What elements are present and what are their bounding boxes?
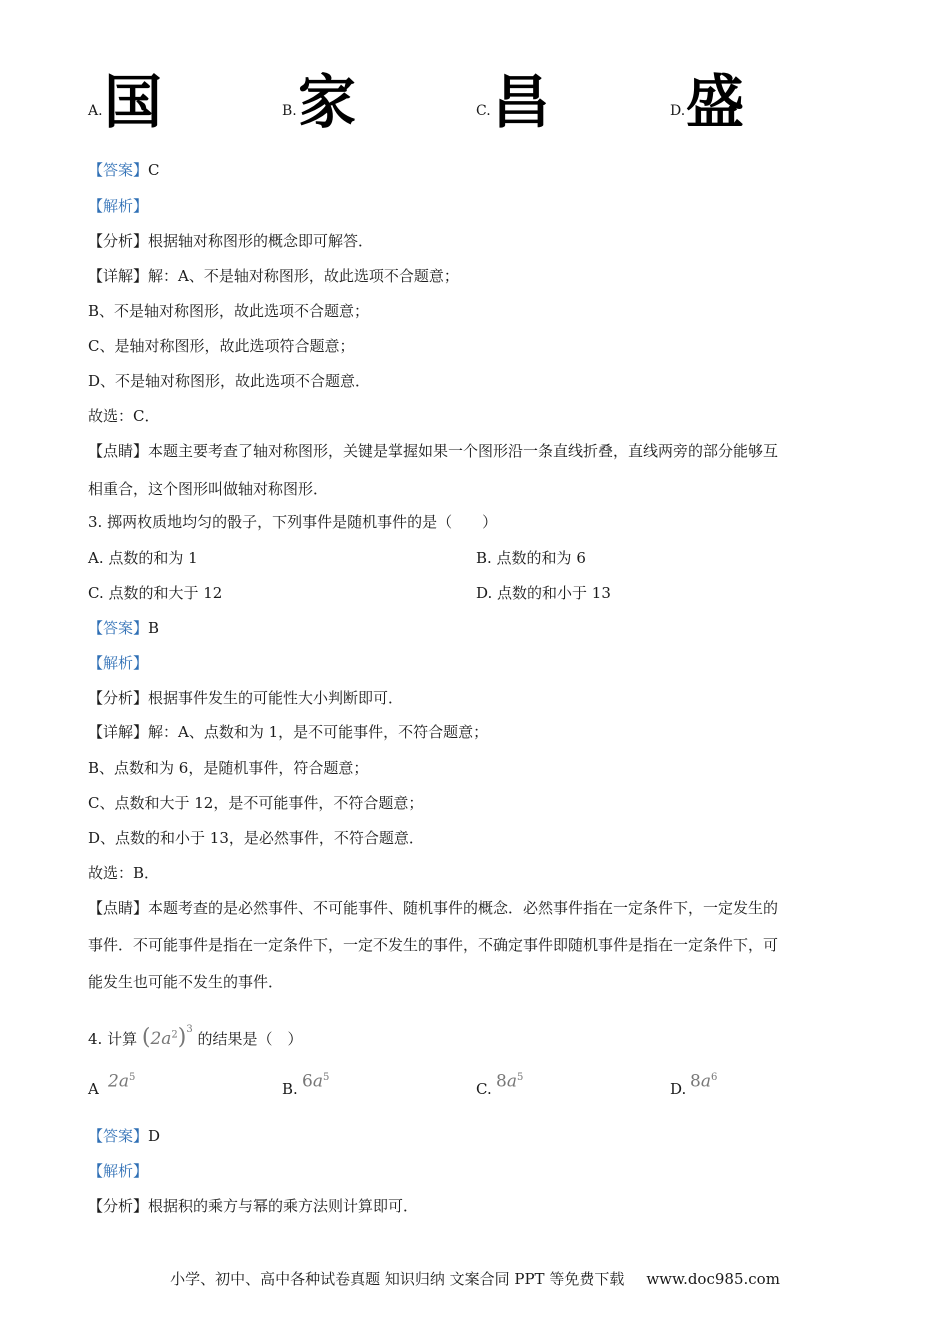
q2-line-b: B、不是轴对称图形，故此选项不合题意； bbox=[88, 302, 370, 320]
option-letter: C. bbox=[476, 1080, 492, 1098]
xiangjie-tag: 【详解】 bbox=[88, 267, 149, 285]
option-letter: A. bbox=[88, 103, 103, 119]
dianjing-text: 本题考查的是必然事件、不可能事件、随机事件的概念．必然事件指在一定条件下，一定发生的 bbox=[148, 899, 779, 917]
fenxi-tag: 【分析】 bbox=[88, 232, 149, 250]
q2-dianjing-cont: 相重合，这个图形叫做轴对称图形． bbox=[88, 480, 329, 498]
q3-line-d: D、点数的和小于 13，是必然事件，不符合题意． bbox=[88, 829, 424, 847]
dianjing-tag: 【点睛】 bbox=[88, 899, 149, 917]
option-letter: D. bbox=[670, 103, 686, 119]
analysis-tag: 【解析】 bbox=[88, 1162, 149, 1180]
q3-option-a: A. 点数的和为 1 bbox=[88, 549, 198, 567]
option-expression: $2a^5$ bbox=[108, 1071, 136, 1092]
option-letter: B. bbox=[282, 103, 297, 119]
xiangjie-tag: 【详解】 bbox=[88, 723, 149, 741]
q3-dianjing bbox=[88, 898, 778, 918]
q3-stem: 3. 掷两枚质地均匀的骰子，下列事件是随机事件的是（ ） bbox=[88, 513, 498, 531]
q4-analysis-heading bbox=[88, 1161, 148, 1181]
q3-option-c: C. 点数的和大于 12 bbox=[88, 584, 223, 602]
q3-fenxi bbox=[88, 688, 403, 708]
answer-tag: 【答案】 bbox=[88, 619, 149, 637]
q2-answer bbox=[88, 160, 160, 180]
answer-tag: 【答案】 bbox=[88, 1127, 149, 1145]
option-letter: D. bbox=[670, 1080, 687, 1098]
q2-line-d: D、不是轴对称图形，故此选项不合题意． bbox=[88, 372, 371, 390]
option-letter: A bbox=[88, 1080, 99, 1098]
option-expression: $8a^6$ bbox=[690, 1071, 718, 1092]
option-letter: C. bbox=[476, 103, 491, 119]
page-footer bbox=[0, 1269, 950, 1289]
fenxi-tag: 【分析】 bbox=[88, 689, 149, 707]
q2-analysis-heading bbox=[88, 196, 148, 216]
q4-answer bbox=[88, 1126, 160, 1146]
option-glyph: 昌 bbox=[492, 68, 551, 136]
option-letter: B. bbox=[282, 1080, 298, 1098]
answer-value: B bbox=[148, 619, 160, 637]
q2-line-c: C、是轴对称图形，故此选项符合题意； bbox=[88, 337, 355, 355]
q2-fenxi bbox=[88, 231, 373, 251]
dianjing-tag: 【点睛】 bbox=[88, 442, 149, 460]
q4-fenxi bbox=[88, 1196, 418, 1216]
q3-line-c: C、点数和大于 12，是不可能事件，不符合题意； bbox=[88, 794, 424, 812]
fenxi-tag: 【分析】 bbox=[88, 1197, 149, 1215]
fenxi-text: 根据积的乘方与幂的乘方法则计算即可． bbox=[148, 1197, 419, 1215]
answer-value: D bbox=[148, 1127, 161, 1145]
fenxi-text: 根据轴对称图形的概念即可解答． bbox=[148, 232, 374, 250]
analysis-tag: 【解析】 bbox=[88, 197, 149, 215]
fenxi-text: 根据事件发生的可能性大小判断即可． bbox=[148, 689, 404, 707]
xiangjie-text: 解：A、不是轴对称图形，故此选项不合题意； bbox=[148, 267, 459, 285]
footer-site-link[interactable]: www.doc985.com bbox=[646, 1270, 780, 1288]
q3-analysis-heading bbox=[88, 653, 148, 673]
q3-line-b: B、点数和为 6，是随机事件，符合题意； bbox=[88, 759, 369, 777]
q4-stem bbox=[88, 1018, 303, 1051]
footer-text: 小学、初中、高中各种试卷真题 知识归纳 文案合同 PPT 等免费下载 bbox=[170, 1270, 625, 1288]
analysis-tag: 【解析】 bbox=[88, 654, 149, 672]
q3-answer bbox=[88, 618, 159, 638]
q3-xiangjie bbox=[88, 722, 488, 742]
xiangjie-text: 解：A、点数和为 1，是不可能事件，不符合题意； bbox=[148, 723, 489, 741]
q3-dianjing-cont-1: 事件．不可能事件是指在一定条件下，一定不发生的事件，不确定事件即随机事件是指在一定条件下，可 bbox=[88, 936, 779, 954]
q3-option-b: B. 点数的和为 6 bbox=[476, 549, 586, 567]
q4-stem-prefix: 4. 计算 bbox=[88, 1030, 138, 1048]
q2-xiangjie bbox=[88, 266, 459, 286]
option-glyph: 盛 bbox=[686, 68, 745, 136]
option-expression: $8a^5$ bbox=[496, 1071, 524, 1092]
dianjing-text: 本题主要考查了轴对称图形，关键是掌握如果一个图形沿一条直线折叠，直线两旁的部分能够互 bbox=[148, 442, 779, 460]
option-glyph: 家 bbox=[298, 68, 357, 136]
q3-option-d: D. 点数的和小于 13 bbox=[476, 584, 611, 602]
q4-stem-suffix: 的结果是（ ） bbox=[197, 1030, 303, 1048]
q4-expression: $(2a^2)^3$ bbox=[141, 1024, 193, 1050]
answer-value: C bbox=[148, 161, 160, 179]
option-expression: $6a^5$ bbox=[302, 1071, 330, 1092]
q3-dianjing-cont-2: 能发生也可能不发生的事件． bbox=[88, 973, 284, 991]
q2-choice: 故选：C． bbox=[88, 407, 160, 425]
option-glyph: 国 bbox=[104, 68, 163, 136]
q2-dianjing bbox=[88, 441, 778, 461]
q3-choice: 故选：B． bbox=[88, 864, 160, 882]
answer-tag: 【答案】 bbox=[88, 161, 149, 179]
